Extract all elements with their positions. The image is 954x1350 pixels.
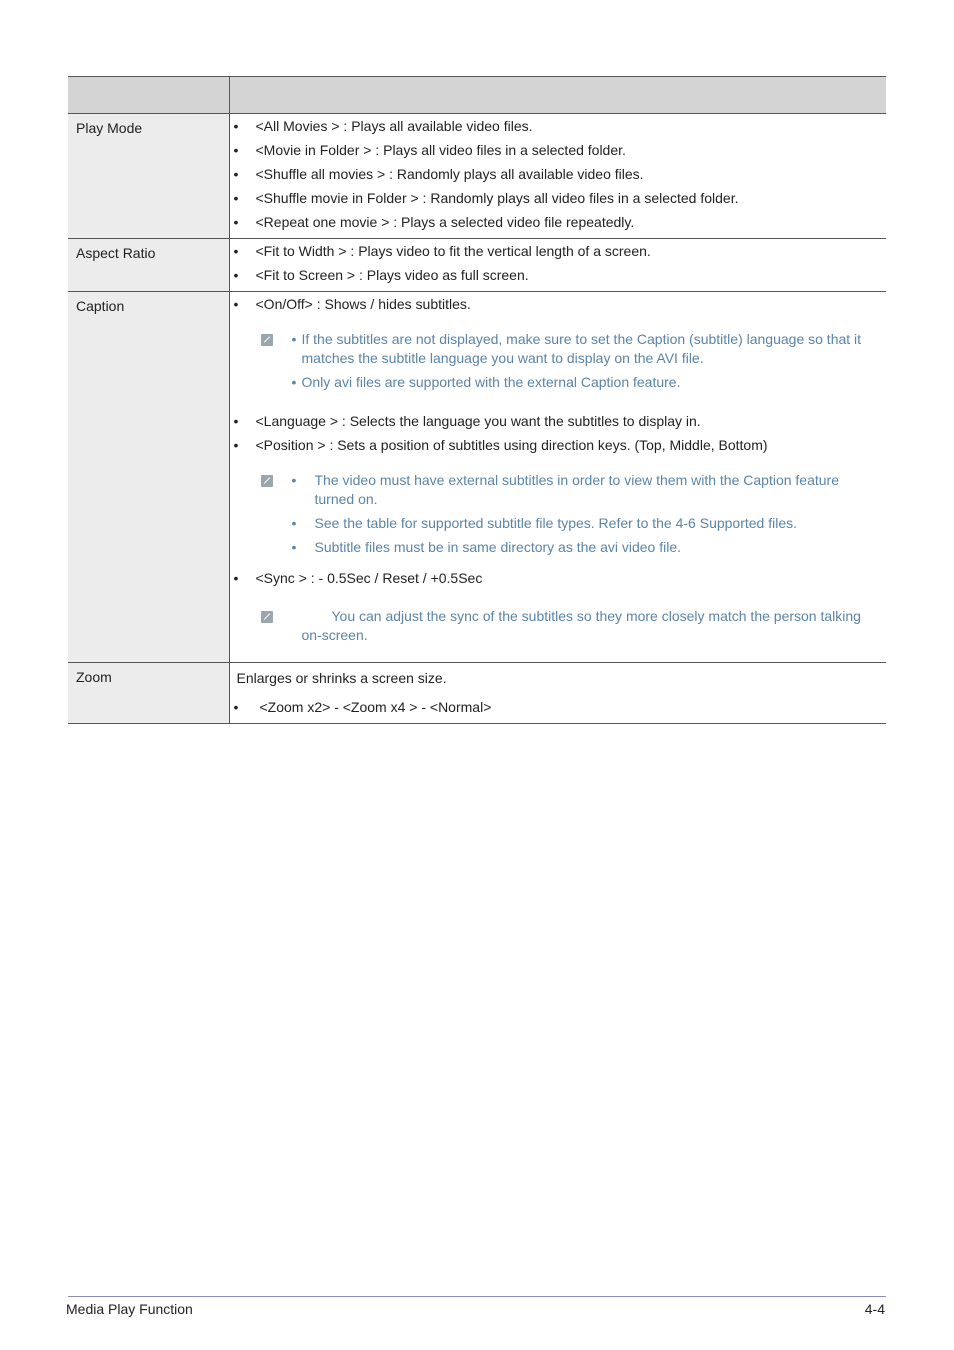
- list-item: • <All Movies > : Plays all available video files.: [230, 118, 887, 135]
- list-item: • <Shuffle all movies > : Randomly plays all available video files.: [230, 166, 887, 183]
- table-row-caption: [68, 292, 886, 663]
- table-row-aspect-ratio: [68, 239, 886, 292]
- list-item: • <Repeat one movie > : Plays a selected video file repeatedly.: [230, 214, 887, 231]
- row-description: Enlarges or shrinks a screen size.: [236, 670, 447, 686]
- list-item: • <Position > : Sets a position of subtitles using direction keys. (Top, Middle, Bottom): [230, 437, 887, 454]
- table-header-row: [68, 77, 886, 114]
- header-cell-left: [68, 77, 229, 114]
- table-row-play-mode: [68, 114, 886, 239]
- settings-table: [68, 76, 886, 724]
- table-row-zoom: [68, 663, 886, 724]
- list-item: • <On/Off> : Shows / hides subtitles.: [230, 296, 887, 313]
- row-label: Play Mode: [68, 114, 229, 239]
- note-item: • Only avi files are supported with the external Caption feature.: [260, 373, 887, 392]
- list-item: • <Movie in Folder > : Plays all video files in a selected folder.: [230, 142, 887, 159]
- note-item: You can adjust the sync of the subtitles so they more closely match the person talking on-screen.: [301, 608, 861, 643]
- row-content: [229, 239, 886, 292]
- row-label: Aspect Ratio: [68, 239, 229, 292]
- row-content: [229, 114, 886, 239]
- footer-section-title: Media Play Function: [66, 1301, 193, 1317]
- list-item: • <Fit to Width > : Plays video to fit the vertical length of a screen.: [230, 243, 887, 260]
- list-item: • <Zoom x2> - <Zoom x4 > - <Normal>: [230, 699, 887, 716]
- note-item: • Subtitle files must be in same directory as the avi video file.: [260, 538, 887, 557]
- list-item: • <Language > : Selects the language you want the subtitles to display in.: [230, 413, 887, 430]
- row-label: Zoom: [68, 663, 229, 724]
- row-content: [229, 292, 886, 663]
- note-item: • If the subtitles are not displayed, make sure to set the Caption (subtitle) language so that it matches the subtitle language you want to display on the AVI file.: [260, 330, 887, 368]
- note-item: • The video must have external subtitles in order to view them with the Caption feature turned on.: [260, 471, 887, 509]
- list-item: • <Sync > : - 0.5Sec / Reset / +0.5Sec: [230, 570, 887, 587]
- list-item: • <Fit to Screen > : Plays video as full screen.: [230, 267, 887, 284]
- footer-page-number: 4-4: [864, 1301, 885, 1317]
- row-label: Caption: [68, 292, 229, 663]
- note-block: [230, 607, 887, 645]
- header-cell-right: [229, 77, 886, 114]
- note-block: [230, 471, 887, 557]
- note-item: • See the table for supported subtitle file types. Refer to the 4-6 Supported files.: [260, 514, 887, 533]
- footer-rule: [68, 1296, 886, 1297]
- row-content: [229, 663, 886, 724]
- note-block: [230, 330, 887, 392]
- list-item: • <Shuffle movie in Folder > : Randomly plays all video files in a selected folder.: [230, 190, 887, 207]
